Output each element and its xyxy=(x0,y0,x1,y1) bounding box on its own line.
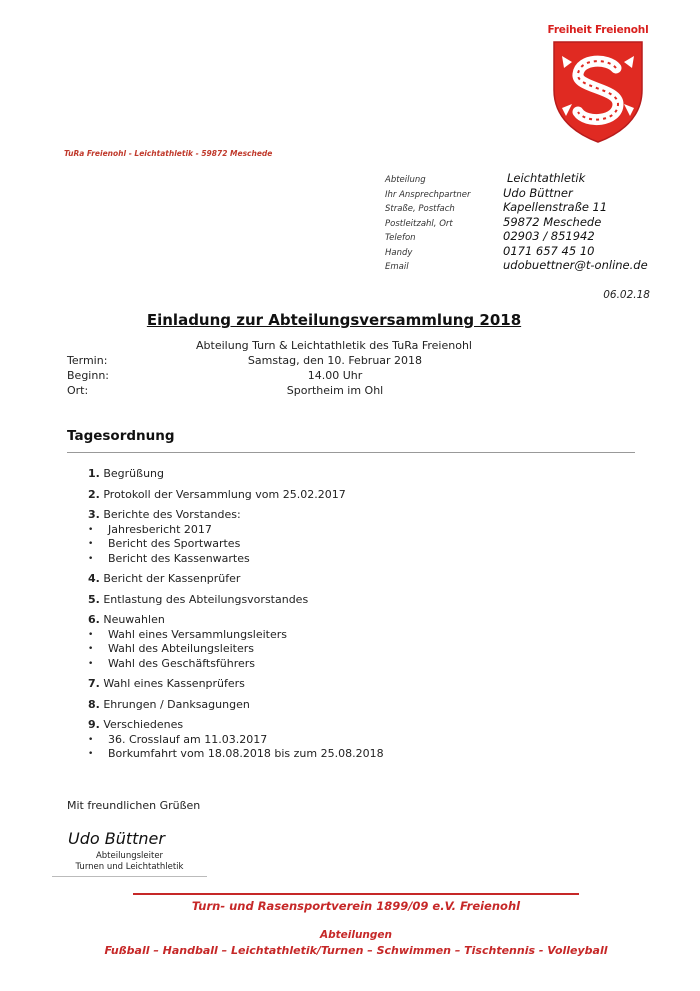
signature-title-line: Abteilungsleiter xyxy=(95,851,164,861)
club-logo xyxy=(546,24,650,144)
agenda-subitem xyxy=(88,552,384,567)
contact-label: Abteilung xyxy=(385,175,426,185)
contact-row xyxy=(385,229,648,244)
agenda-item xyxy=(88,488,384,503)
contact-value: 02903 / 851942 xyxy=(503,229,595,243)
agenda-subitem-text: Bericht des Sportwartes xyxy=(108,537,241,550)
agenda-text: Berichte des Vorstandes: xyxy=(103,508,241,521)
contact-value: Kapellenstraße 11 xyxy=(503,200,608,214)
agenda-item-line xyxy=(88,488,384,503)
agenda-item-line xyxy=(88,572,384,587)
contact-block xyxy=(385,171,648,273)
agenda-subitem-text: Borkumfahrt vom 18.08.2018 bis zum 25.08.2018 xyxy=(108,747,384,760)
contact-row xyxy=(385,186,648,201)
agenda-number: 3. xyxy=(88,508,100,521)
agenda-item-line xyxy=(88,718,384,733)
meta-label: Beginn: xyxy=(67,369,110,382)
signature-title-line: Turnen und Leichtathletik xyxy=(75,862,184,872)
bullet-icon: • xyxy=(88,539,94,549)
contact-row xyxy=(385,258,648,273)
agenda-number: 9. xyxy=(88,718,100,731)
agenda-item-line xyxy=(88,677,384,692)
agenda-subitem xyxy=(88,733,384,748)
agenda-number: 8. xyxy=(88,697,100,711)
contact-label: Straße, Postfach xyxy=(385,204,455,214)
agenda-subitem-text: Wahl des Abteilungsleiters xyxy=(108,642,254,655)
agenda-subitem xyxy=(88,747,384,762)
agenda-text: Ehrungen / Danksagungen xyxy=(103,697,250,711)
signature: Udo Büttner xyxy=(68,829,165,848)
contact-email[interactable]: udobuettner@t-online.de xyxy=(503,258,648,272)
contact-row xyxy=(385,215,648,230)
agenda-number: 4. xyxy=(88,572,100,585)
agenda-text: Begrüßung xyxy=(103,467,164,480)
meta-value: Samstag, den 10. Februar 2018 xyxy=(247,354,423,367)
agenda-text: Protokoll der Versammlung vom 25.02.2017 xyxy=(103,487,346,501)
agenda-subitem xyxy=(88,642,384,657)
contact-value: Udo Büttner xyxy=(503,185,573,200)
agenda-number: 7. xyxy=(88,677,100,690)
contact-label: Telefon xyxy=(385,233,416,243)
sender-line: TuRa Freienohl - Leichtathletik - 59872 Meschede xyxy=(64,149,273,158)
agenda-number: 1. xyxy=(88,467,100,480)
meta-label: Ort: xyxy=(67,384,89,397)
agenda-item-line xyxy=(88,613,384,628)
signature-title xyxy=(52,851,207,873)
contact-label: Postleitzahl, Ort xyxy=(385,218,453,229)
agenda-text: Bericht der Kassenprüfer xyxy=(103,572,241,585)
agenda-item-line xyxy=(88,593,384,608)
footer-club: Turn- und Rasensportverein 1899/09 e.V. Freienohl xyxy=(191,899,521,913)
agenda-subitem xyxy=(88,628,384,643)
agenda-subitem xyxy=(88,657,384,672)
agenda-item xyxy=(88,593,384,608)
contact-value: 59872 Meschede xyxy=(503,214,602,229)
meta-label: Termin: xyxy=(67,354,108,367)
contact-label: Ihr Ansprechpartner xyxy=(385,189,471,200)
contact-row xyxy=(385,200,648,215)
agenda-subitem-text: Wahl eines Versammlungsleiters xyxy=(108,627,288,641)
agenda-list xyxy=(88,467,384,768)
footer-departments-label: Abteilungen xyxy=(319,929,393,941)
agenda-item xyxy=(88,613,384,671)
contact-row xyxy=(385,244,648,259)
subtitle: Abteilung Turn & Leichtathletik des TuRa Freienohl xyxy=(196,339,472,352)
agenda-text: Neuwahlen xyxy=(103,613,165,626)
contact-label: Email xyxy=(385,262,409,272)
letter-date: 06.02.18 xyxy=(603,289,650,301)
agenda-item xyxy=(88,718,384,762)
contact-label: Handy xyxy=(385,247,413,258)
agenda-item xyxy=(88,467,384,482)
footer-departments: Fußball – Handball – Leichtathletik/Turnen – Schwimmen – Tischtennis - Volleyball xyxy=(104,944,608,957)
bullet-icon: • xyxy=(88,629,94,640)
agenda-item xyxy=(88,677,384,692)
agenda-number: 2. xyxy=(88,487,100,501)
agenda-text: Verschiedenes xyxy=(103,718,184,731)
page-title: Einladung zur Abteilungsversammlung 2018 xyxy=(146,311,522,329)
contact-value: 0171 657 45 10 xyxy=(503,243,595,258)
meta-value: Sportheim im Ohl xyxy=(286,384,384,397)
bullet-icon: • xyxy=(88,734,94,745)
shield-s-icon xyxy=(550,38,646,144)
agenda-item xyxy=(88,508,384,566)
agenda-item-line xyxy=(88,467,384,482)
agenda-subitem-text: 36. Crosslauf am 11.03.2017 xyxy=(108,732,268,746)
agenda-item xyxy=(88,698,384,713)
contact-row xyxy=(385,171,648,186)
agenda-number: 6. xyxy=(88,613,100,626)
divider xyxy=(67,452,635,453)
bullet-icon: • xyxy=(88,749,94,759)
agenda-number: 5. xyxy=(88,592,100,606)
agenda-text: Entlastung des Abteilungsvorstandes xyxy=(103,592,309,606)
logo-title: Freiheit Freienohl xyxy=(547,24,649,36)
agenda-subitem-text: Wahl des Geschäftsführers xyxy=(108,656,256,670)
agenda-subitem-text: Jahresbericht 2017 xyxy=(108,522,212,536)
contact-value: Leichtathletik xyxy=(507,171,586,185)
footer-divider xyxy=(133,893,579,895)
closing: Mit freundlichen Grüßen xyxy=(67,799,201,812)
agenda-item-line xyxy=(88,698,384,713)
meta-value: 14.00 Uhr xyxy=(307,369,363,382)
agenda-heading: Tagesordnung xyxy=(67,428,175,444)
agenda-subitem-text: Bericht des Kassenwartes xyxy=(108,551,250,565)
agenda-text: Wahl eines Kassenprüfers xyxy=(103,677,245,690)
bullet-icon: • xyxy=(88,553,94,564)
bullet-icon: • xyxy=(88,644,94,654)
agenda-subitem xyxy=(88,523,384,538)
bullet-icon: • xyxy=(88,658,94,669)
bullet-icon: • xyxy=(88,524,94,535)
agenda-item xyxy=(88,572,384,587)
agenda-subitem xyxy=(88,537,384,552)
agenda-item-line xyxy=(88,508,384,523)
signature-rule xyxy=(52,876,207,877)
